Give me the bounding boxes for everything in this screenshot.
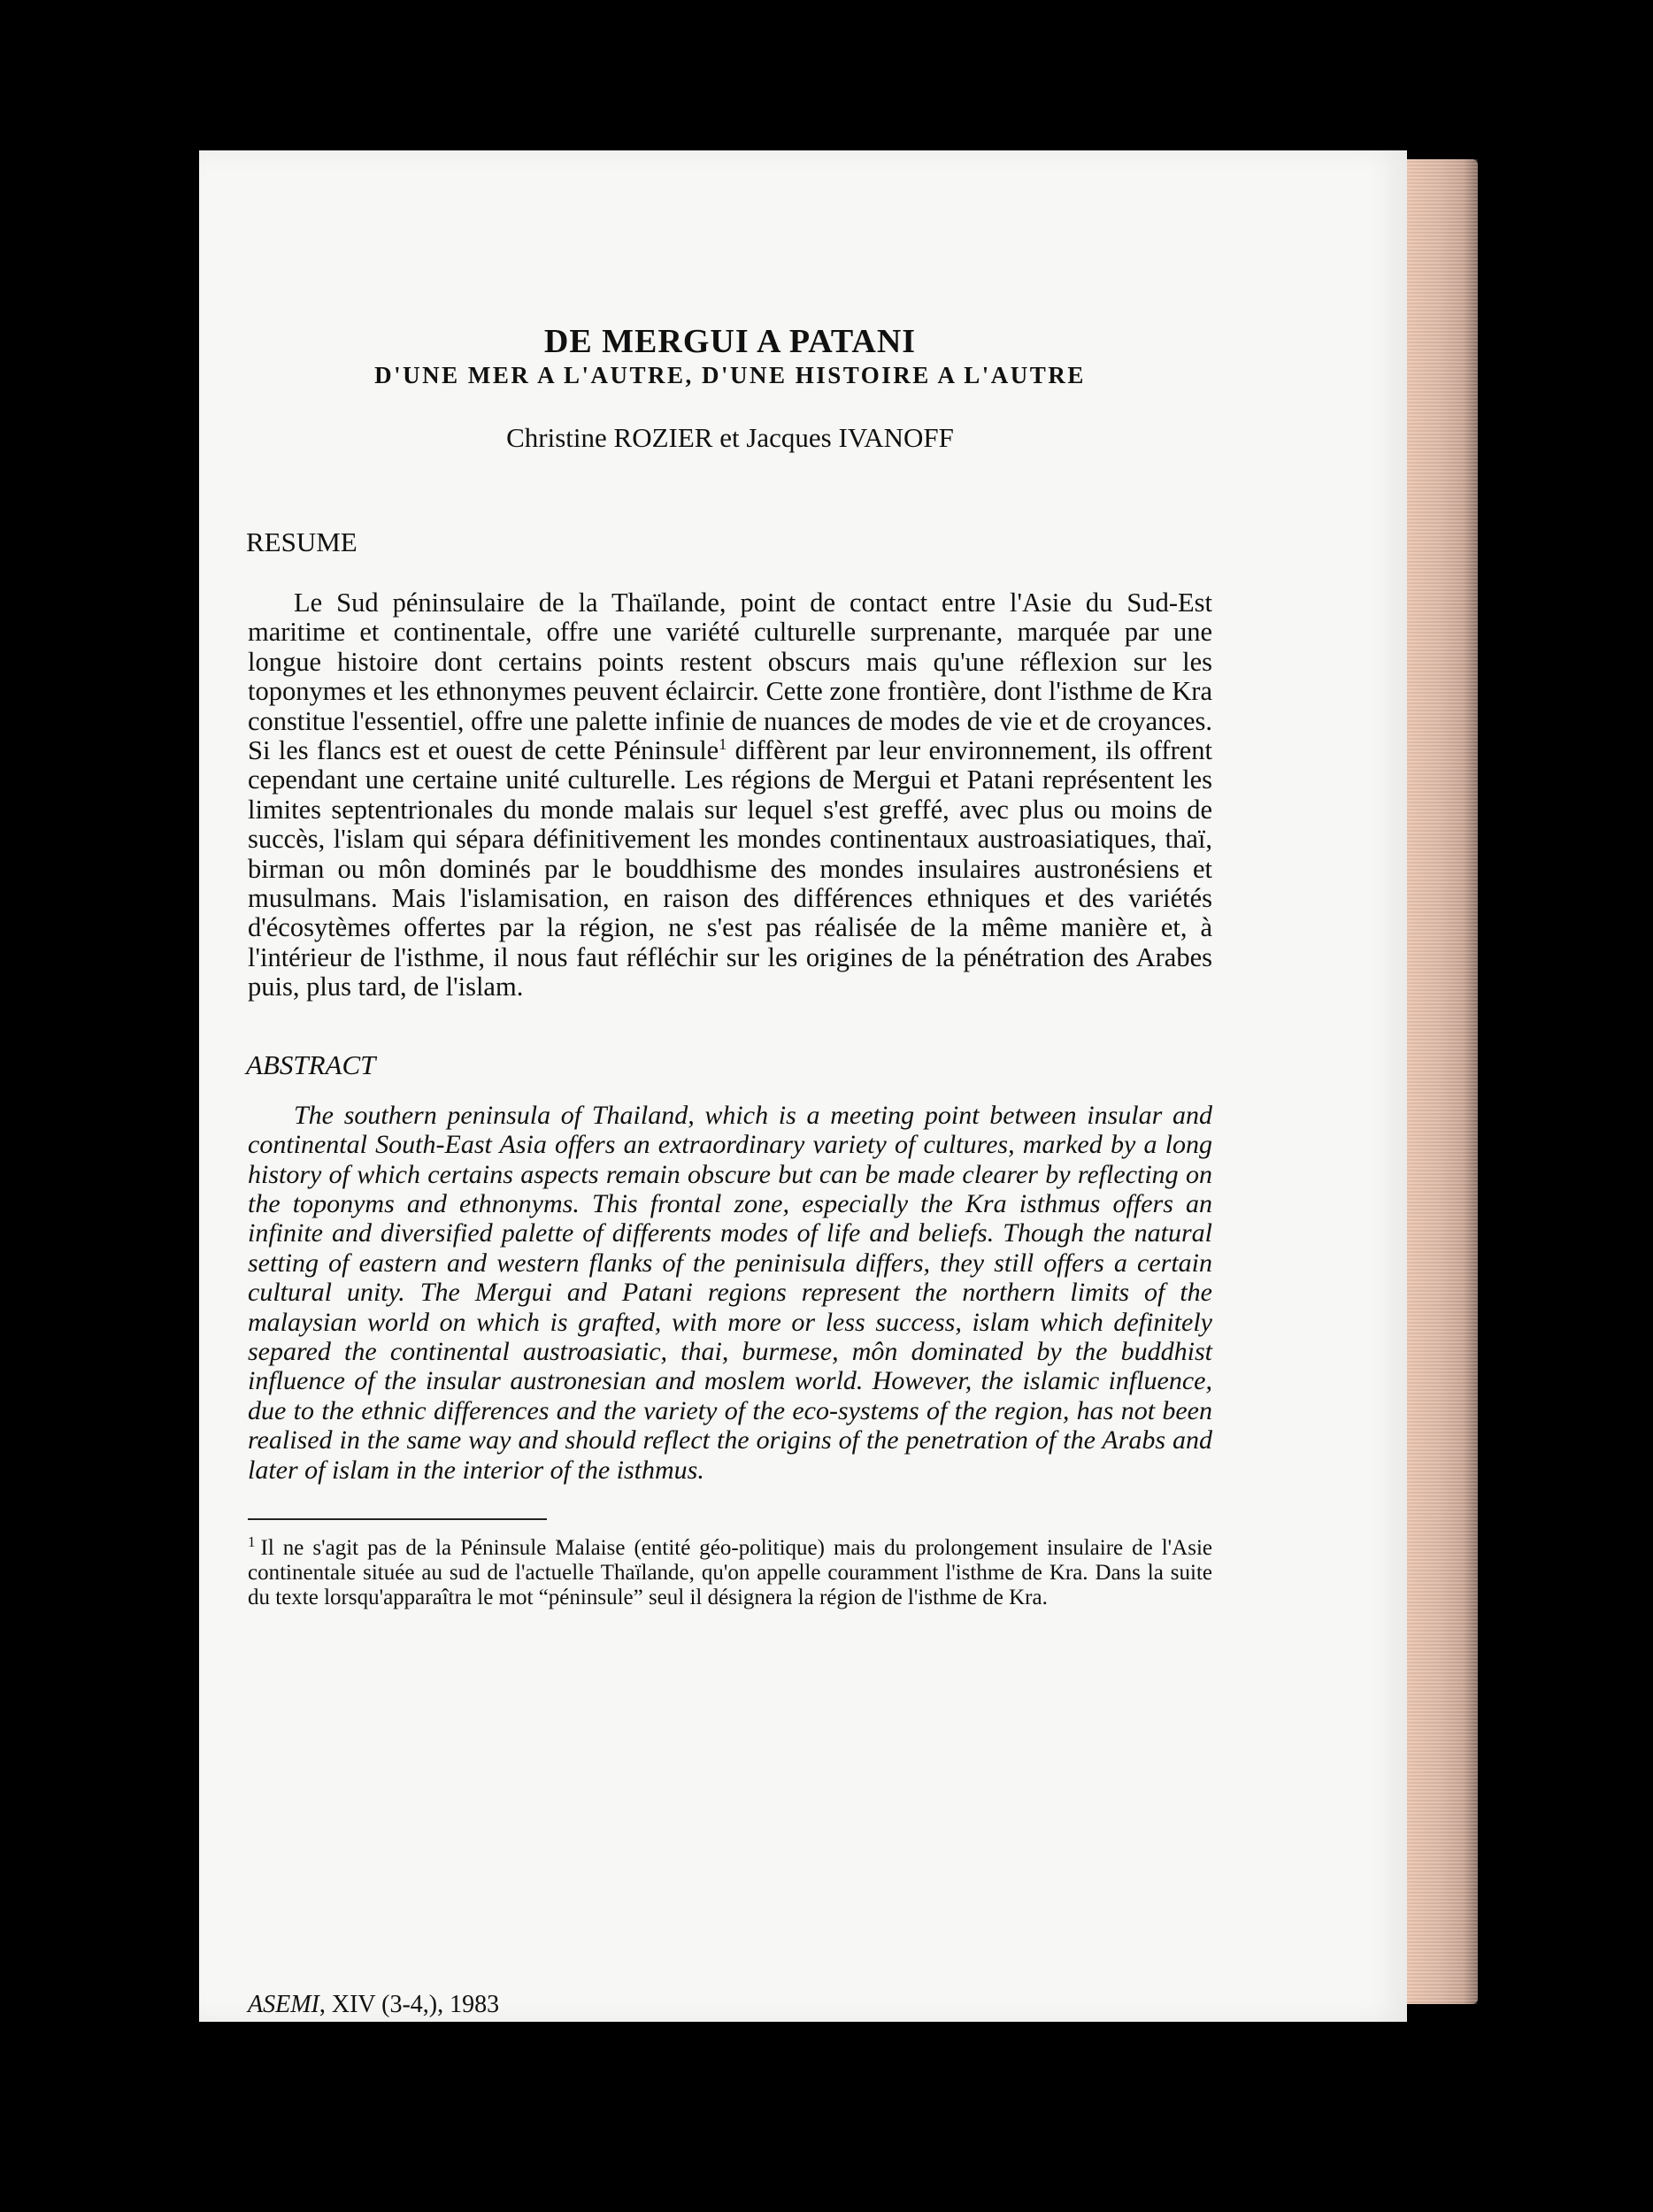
article-title: DE MERGUI A PATANI bbox=[543, 323, 917, 360]
journal-name: ASEMI bbox=[248, 1991, 319, 2018]
footnote-text: Il ne s'agit pas de la Péninsule Malaise (entité géo-politique) mais du prolongement insulaire de l'Asie continentale située au sud de l'actuelle Thaïlande, qu'on appelle couramment l'isthme de Kra. Dans la suite du texte lorsqu'apparaîtra le mot “péninsule” seul il désignera la région de l'isthme de Kra. bbox=[248, 1535, 1212, 1610]
resume-heading: RESUME bbox=[246, 526, 358, 557]
article-subtitle: D'UNE MER A L'AUTRE, D'UNE HISTOIRE A L'AUTRE bbox=[374, 362, 1086, 388]
resume-text-part1: Le Sud péninsulaire de la Thaïlande, point de contact entre l'Asie du Sud-Est maritime et continentale, offre une variété culturelle surprenante, marquée par une longue histoire dont certains points restent obscurs mais qu'une réflexion sur les toponymes et les ethnonymes peuvent éclaircir. Cette zone frontière, dont l'isthme de Kra constitue l'essentiel, offre une palette infinie de nuances de modes de vie et de croyances. Si les flancs est et ouest de cette Péninsule bbox=[248, 588, 1212, 766]
abstract-paragraph: The southern peninsula of Thailand, which is a meeting point between insular and continental South-East Asia offers an extraordinary variety of cultures, marked by a long history of which certains aspects remain obscure but can be made clearer by reflecting on the toponyms and ethnonyms. This frontal zone, especially the Kra isthmus offers an infinite and diversified palette of differents modes of life and beliefs. Though the natural setting of eastern and western flanks of the peninisula differs, they still offers a certain cultural unity. The Mergui and Patani regions represent the northern limits of the malaysian world on which is grafted, with more or less success, islam which definitely separed the continental austroasiatic, thai, burmese, môn dominated by the buddhist influence of the insular austronesian and moslem world. However, the islamic influence, due to the ethnic differences and the variety of the eco-systems of the region, has not been realised in the same way and should reflect the origins of the penetration of the Arabs and later of islam in the interior of the isthmus. bbox=[248, 1100, 1212, 1485]
journal-citation bbox=[248, 1991, 499, 2019]
article-body bbox=[248, 323, 1212, 1611]
article-authors: Christine ROZIER et Jacques IVANOFF bbox=[506, 422, 954, 453]
resume-paragraph bbox=[248, 588, 1212, 1002]
footnote-divider bbox=[248, 1518, 547, 1520]
footnote-number: 1 bbox=[248, 1532, 256, 1550]
resume-text-part2: diffèrent par leur environnement, ils offrent cependant une certaine unité culturelle. Les régions de Mergui et Patani représentent les limites septentrionales du monde malais sur lequel s'est greffé, avec plus ou moins de succès, l'islam qui sépara définitivement les mondes continentaux austroasiatiques, thaï, birman ou môn dominés par le bouddhisme des mondes insulaires austronésiens et musulmans. Mais l'islamisation, en raison des différences ethniques et des variétés d'écosytèmes offertes par la région, ne s'est pas réalisée de la même manière et, à l'intérieur de l'isthme, il nous faut réfléchir sur les origines de la pénétration des Arabes puis, plus tard, de l'islam. bbox=[248, 735, 1212, 1002]
journal-details: , XIV (3-4,), 1983 bbox=[319, 1991, 500, 2018]
footnote bbox=[248, 1532, 1212, 1611]
footnote-ref: 1 bbox=[719, 734, 727, 753]
abstract-heading: ABSTRACT bbox=[246, 1048, 376, 1080]
